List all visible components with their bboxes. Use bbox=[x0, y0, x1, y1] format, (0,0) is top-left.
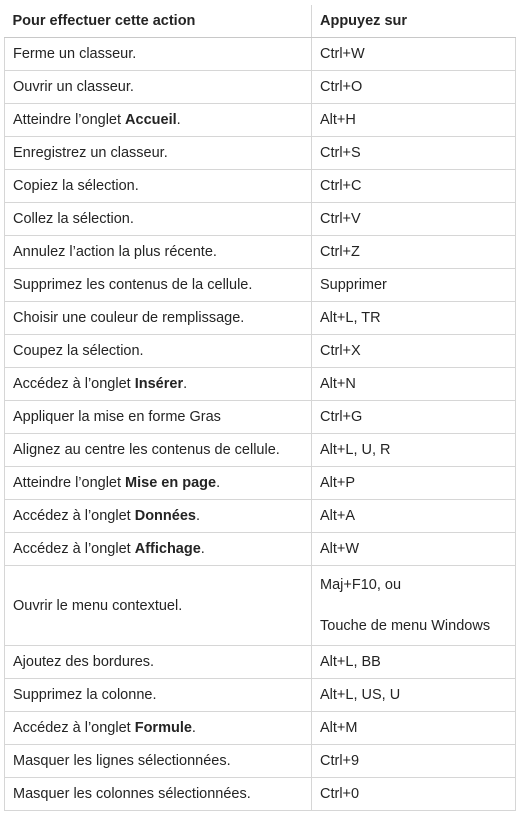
action-text: Accédez à l’onglet bbox=[13, 720, 135, 736]
action-cell bbox=[5, 269, 312, 302]
keys-cell: Ctrl+W bbox=[312, 38, 516, 71]
action-text: Accédez à l’onglet bbox=[13, 376, 135, 392]
action-cell bbox=[5, 533, 312, 566]
keys-cell: Ctrl+0 bbox=[312, 778, 516, 811]
table-row bbox=[5, 335, 516, 368]
table-row bbox=[5, 104, 516, 137]
action-cell bbox=[5, 38, 312, 71]
action-cell bbox=[5, 712, 312, 745]
table-row bbox=[5, 170, 516, 203]
action-text: Appliquer la mise en forme Gras bbox=[13, 409, 221, 425]
table-row bbox=[5, 137, 516, 170]
table-row bbox=[5, 203, 516, 236]
table-row bbox=[5, 712, 516, 745]
action-cell bbox=[5, 203, 312, 236]
keys-cell: Supprimer bbox=[312, 269, 516, 302]
page bbox=[0, 5, 521, 824]
table-row bbox=[5, 533, 516, 566]
action-cell bbox=[5, 335, 312, 368]
action-cell bbox=[5, 302, 312, 335]
table-row bbox=[5, 302, 516, 335]
keys-cell: Alt+L, BB bbox=[312, 646, 516, 679]
keys-cell: Ctrl+9 bbox=[312, 745, 516, 778]
action-cell bbox=[5, 104, 312, 137]
keys-cell: Ctrl+G bbox=[312, 401, 516, 434]
action-text-end: . bbox=[176, 112, 181, 128]
action-cell bbox=[5, 745, 312, 778]
action-text: Accédez à l’onglet bbox=[13, 508, 135, 524]
action-text: Copiez la sélection. bbox=[13, 178, 139, 194]
action-text: Masquer les colonnes sélectionnées. bbox=[13, 786, 251, 802]
keys-cell: Ctrl+S bbox=[312, 137, 516, 170]
keys-cell: Alt+M bbox=[312, 712, 516, 745]
keys-cell: Ctrl+V bbox=[312, 203, 516, 236]
action-text: Ferme un classeur. bbox=[13, 46, 137, 62]
action-cell bbox=[5, 170, 312, 203]
action-text-end: . bbox=[183, 376, 188, 392]
keys-cell: Alt+P bbox=[312, 467, 516, 500]
action-cell bbox=[5, 778, 312, 811]
action-text: Atteindre l’onglet bbox=[13, 112, 126, 128]
action-text: Accédez à l’onglet bbox=[13, 541, 135, 557]
action-text: Supprimez la colonne. bbox=[13, 687, 157, 703]
keys-text-alt: Touche de menu Windows bbox=[320, 618, 491, 634]
action-text-end: . bbox=[216, 475, 221, 491]
action-text: Alignez au centre les contenus de cellule. bbox=[13, 442, 280, 458]
table-row bbox=[5, 778, 516, 811]
action-cell bbox=[5, 500, 312, 533]
action-text-end: . bbox=[195, 508, 200, 524]
table-row bbox=[5, 467, 516, 500]
action-cell bbox=[5, 137, 312, 170]
keys-cell: Alt+H bbox=[312, 104, 516, 137]
keys-cell: Alt+L, U, R bbox=[312, 434, 516, 467]
action-cell bbox=[5, 646, 312, 679]
action-text: Annulez l’action la plus récente. bbox=[13, 244, 217, 260]
keys-cell: Alt+L, TR bbox=[312, 302, 516, 335]
action-text: Ouvrir le menu contextuel. bbox=[13, 597, 183, 614]
table-row bbox=[5, 38, 516, 71]
action-cell bbox=[5, 467, 312, 500]
action-cell bbox=[5, 679, 312, 712]
table-row bbox=[5, 679, 516, 712]
keys-cell: Alt+L, US, U bbox=[312, 679, 516, 712]
action-text-bold: Formule bbox=[134, 720, 192, 736]
column-header-keys: Appuyez sur bbox=[312, 5, 516, 38]
action-cell bbox=[5, 236, 312, 269]
action-text-bold: Insérer bbox=[134, 376, 184, 392]
action-text-bold: Mise en page bbox=[125, 475, 217, 491]
action-text: Masquer les lignes sélectionnées. bbox=[13, 753, 231, 769]
action-text-bold: Données bbox=[134, 508, 196, 524]
action-cell bbox=[5, 71, 312, 104]
keys-text: Maj+F10, ou bbox=[320, 576, 402, 593]
action-text: Choisir une couleur de remplissage. bbox=[13, 310, 245, 326]
table-row bbox=[5, 368, 516, 401]
action-text: Enregistrez un classeur. bbox=[13, 145, 168, 161]
keys-cell: Ctrl+X bbox=[312, 335, 516, 368]
table-row bbox=[5, 236, 516, 269]
table-row bbox=[5, 401, 516, 434]
action-cell bbox=[5, 566, 312, 646]
action-text: Ouvrir un classeur. bbox=[13, 79, 134, 95]
action-text-end: . bbox=[200, 541, 205, 557]
action-text: Supprimez les contenus de la cellule. bbox=[13, 277, 253, 293]
table-row bbox=[5, 500, 516, 533]
table-header-row bbox=[5, 5, 516, 38]
action-cell bbox=[5, 434, 312, 467]
action-text: Atteindre l’onglet bbox=[13, 475, 126, 491]
keys-cell: Ctrl+C bbox=[312, 170, 516, 203]
table-row bbox=[5, 434, 516, 467]
action-text-end: . bbox=[191, 720, 196, 736]
keys-cell: Ctrl+Z bbox=[312, 236, 516, 269]
keys-cell: Alt+W bbox=[312, 533, 516, 566]
keys-cell: Alt+A bbox=[312, 500, 516, 533]
action-cell bbox=[5, 401, 312, 434]
action-text-bold: Accueil bbox=[125, 112, 177, 128]
column-header-action: Pour effectuer cette action bbox=[5, 5, 312, 38]
table-row bbox=[5, 71, 516, 104]
action-text: Ajoutez des bordures. bbox=[13, 654, 155, 670]
keys-cell: Alt+N bbox=[312, 368, 516, 401]
keys-cell bbox=[312, 566, 516, 646]
action-cell bbox=[5, 368, 312, 401]
table-row bbox=[5, 745, 516, 778]
action-text-bold: Affichage bbox=[134, 541, 201, 557]
table-row bbox=[5, 646, 516, 679]
table-row bbox=[5, 269, 516, 302]
action-text: Coupez la sélection. bbox=[13, 343, 144, 359]
action-text: Collez la sélection. bbox=[13, 211, 134, 227]
shortcuts-table bbox=[4, 5, 516, 811]
keys-cell: Ctrl+O bbox=[312, 71, 516, 104]
table-row bbox=[5, 566, 516, 646]
